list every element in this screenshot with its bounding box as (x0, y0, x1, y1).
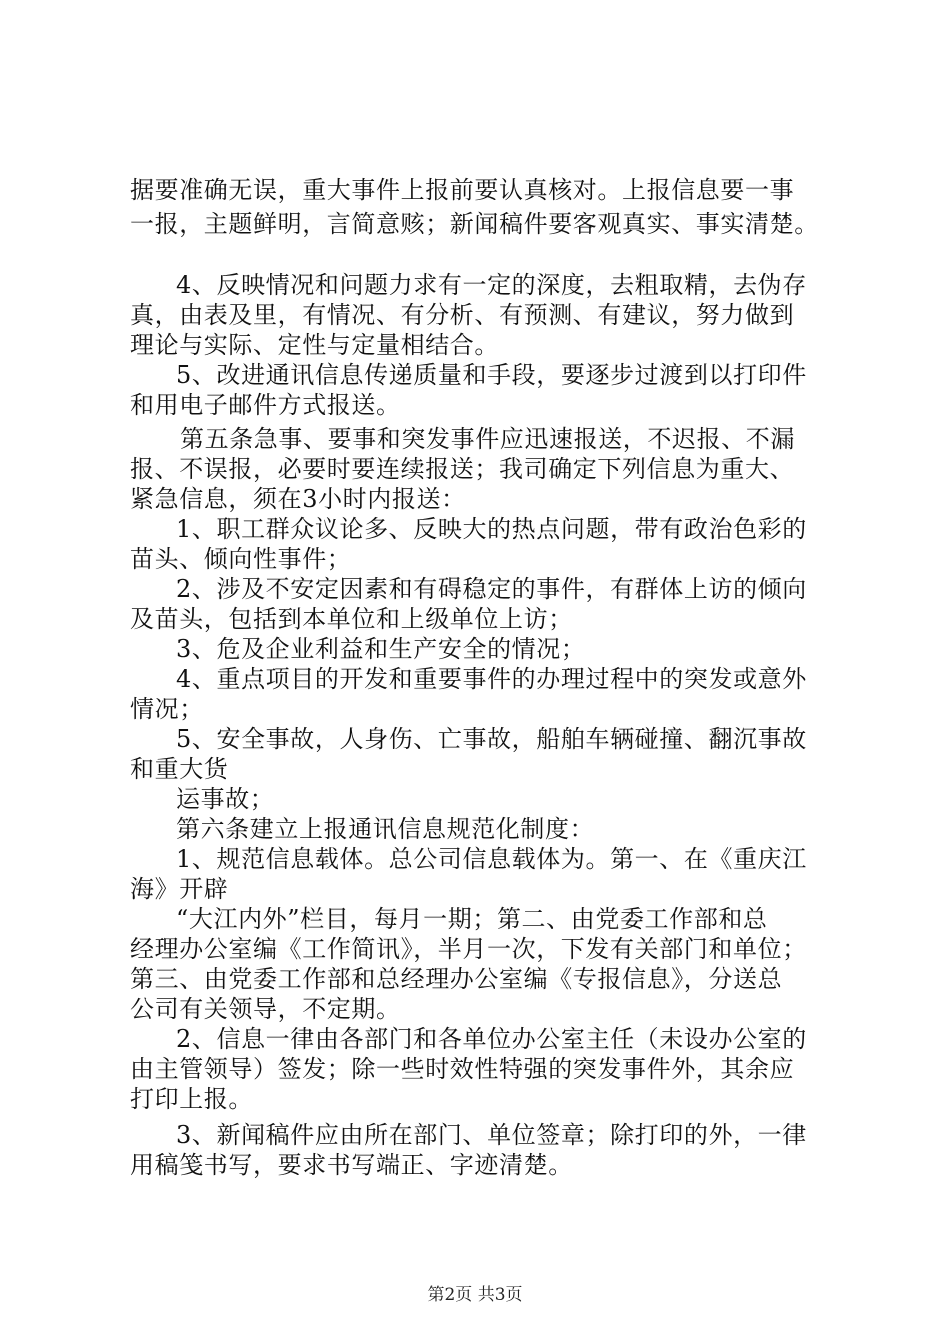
text-line: 报、不误报，必要时要连续报送；我司确定下列信息为重大、 (130, 455, 795, 483)
text-line: 5、安全事故，人身伤、亡事故，船舶车辆碰撞、翻沉事故 (176, 725, 807, 753)
text-line: 用稿笺书写，要求书写端正、字迹清楚。 (130, 1151, 573, 1179)
text-line: 和重大货 (130, 755, 229, 783)
page-footer: 第2页 共3页 (427, 1285, 523, 1305)
text-line: 1、职工群众议论多、反映大的热点问题，带有政治色彩的 (176, 515, 807, 543)
text-line: 第六条建立上报通讯信息规范化制度： (176, 815, 595, 843)
text-line: 及苗头，包括到本单位和上级单位上访； (130, 605, 573, 633)
text-line: 第五条急事、要事和突发事件应迅速报送，不迟报、不漏 (180, 425, 795, 453)
text-line: 苗头、倾向性事件； (130, 545, 352, 573)
text-line: 2、涉及不安定因素和有碍稳定的事件，有群体上访的倾向 (176, 575, 807, 603)
text-line: 1、规范信息载体。总公司信息载体为。第一、在《重庆江 (176, 845, 807, 873)
text-line: 第三、由党委工作部和总经理办公室编《专报信息》，分送总 (130, 965, 783, 993)
text-line: 据要准确无误，重大事件上报前要认真核对。上报信息要一事 (130, 176, 795, 204)
text-line: 4、重点项目的开发和重要事件的办理过程中的突发或意外 (176, 665, 807, 693)
text-line: 打印上报。 (130, 1085, 253, 1113)
text-line: 理论与实际、定性与定量相结合。 (130, 331, 499, 359)
text-line: 紧急信息，须在3小时内报送： (130, 485, 466, 513)
text-line: 4、反映情况和问题力求有一定的深度，去粗取精，去伪存 (176, 271, 807, 299)
text-line: 2、信息一律由各部门和各单位办公室主任（未设办公室的 (176, 1025, 807, 1053)
text-line: 3、危及企业利益和生产安全的情况； (176, 635, 586, 663)
text-line: 真，由表及里，有情况、有分析、有预测、有建议，努力做到 (130, 301, 795, 329)
text-line: 由主管领导）签发；除一些时效性特强的突发事件外，其余应 (130, 1055, 795, 1083)
text-line: “大江内外”栏目，每月一期；第二、由党委工作部和总 (176, 905, 768, 933)
text-line: 运事故； (176, 785, 275, 813)
text-line: 经理办公室编《工作简讯》，半月一次，下发有关部门和单位； (130, 935, 807, 963)
text-line: 3、新闻稿件应由所在部门、单位签章；除打印的外，一律 (176, 1121, 807, 1149)
text-line: 情况； (130, 695, 204, 723)
text-line: 海》开辟 (130, 875, 229, 903)
text-line: 5、改进通讯信息传递质量和手段，要逐步过渡到以打印件 (176, 361, 807, 389)
text-line: 公司有关领导，不定期。 (130, 995, 401, 1023)
text-line: 和用电子邮件方式报送。 (130, 391, 401, 419)
text-line: 一报，主题鲜明，言简意赅；新闻稿件要客观真实、事实清楚。 (130, 210, 819, 238)
